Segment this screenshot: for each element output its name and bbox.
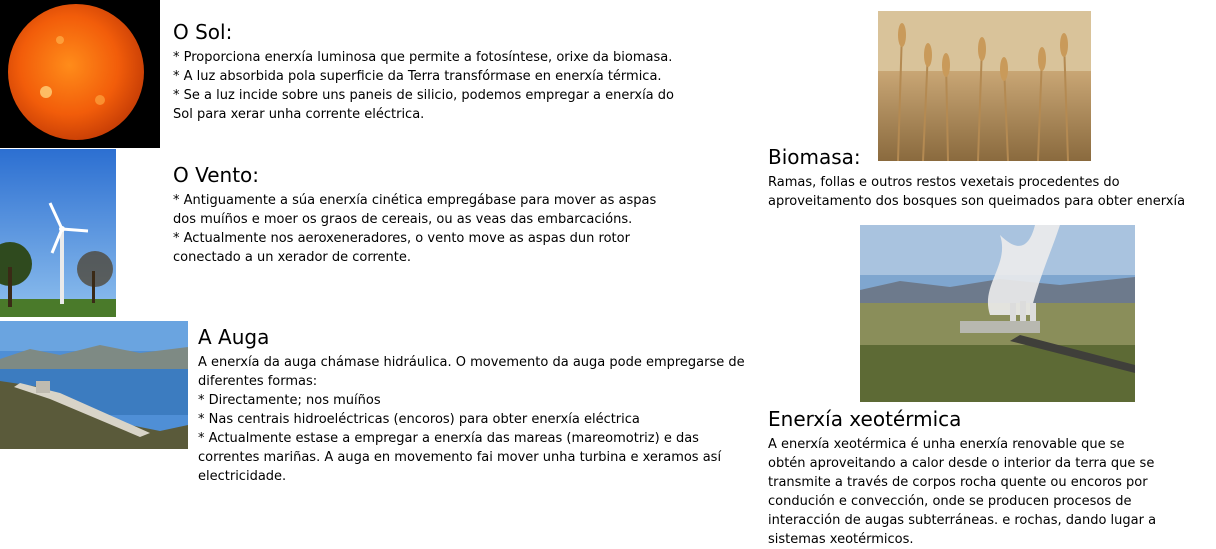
text-line: conectado a un xerador de corrente. [173,250,412,265]
text-line: aproveitamento dos bosques son queimados para obter enerxía [768,194,1186,209]
geothermal-plant-photo [860,225,1135,402]
dam-reservoir-photo [0,321,188,449]
section-title: A Auga [198,325,270,349]
text-line: * Actualmente estase a empregar a enerxía das mareas (mareomotriz) e das [198,431,699,446]
text-line: correntes mariñas. A auga en movemento fai mover unha turbina e xeramos así [198,450,722,465]
text-line: diferentes formas: [198,374,318,389]
text-line: Ramas, follas e outros restos vexetais procedentes do [768,175,1120,190]
text-line: dos muíños e moer os graos de cereais, ou as veas das embarcacións. [173,212,633,227]
text-line: * Antiguamente a súa enerxía cinética empregábase para mover as aspas [173,193,657,208]
text-line: interacción de augas subterráneas. e rochas, dando lugar a [768,513,1157,528]
text-line: transmite a través de corpos rocha quente ou encoros por [768,475,1148,490]
wind-turbine-photo [0,149,116,317]
section-title: O Vento: [173,163,260,187]
text-line: * Proporciona enerxía luminosa que permite a fotosíntese, orixe da biomasa. [173,50,673,65]
text-line: * Nas centrais hidroeléctricas (encoros) para obter enerxía eléctrica [198,412,640,427]
sun-photo [0,0,160,148]
wheat-field-photo [878,11,1091,161]
text-line: * A luz absorbida pola superficie da Terra transfórmase en enerxía térmica. [173,69,662,84]
section-sol [173,20,693,124]
section-title: Biomasa: [768,145,861,169]
text-line: A enerxía da auga chámase hidráulica. O movemento da auga pode empregarse de [198,355,745,370]
text-line: sistemas xeotérmicos. [768,532,914,547]
section-title: O Sol: [173,20,233,44]
text-line: * Se a luz incide sobre uns paneis de silicio, podemos empregar a enerxía do [173,88,674,103]
section-vento [173,163,693,267]
section-auga [198,325,758,486]
section-biomasa [768,145,1208,211]
text-line: condución e convección, onde se producen procesos de [768,494,1132,509]
text-line: * Actualmente nos aeroxeneradores, o vento move as aspas dun rotor [173,231,630,246]
text-line: A enerxía xeotérmica é unha enerxía renovable que se [768,437,1125,452]
text-line: obtén aproveitando a calor desde o interior da terra que se [768,456,1155,471]
text-line: Sol para xerar unha corrente eléctrica. [173,107,425,122]
section-xeotermica [768,407,1208,549]
text-line: * Directamente; nos muíños [198,393,381,408]
section-title: Enerxía xeotérmica [768,407,962,431]
text-line: electricidade. [198,469,287,484]
